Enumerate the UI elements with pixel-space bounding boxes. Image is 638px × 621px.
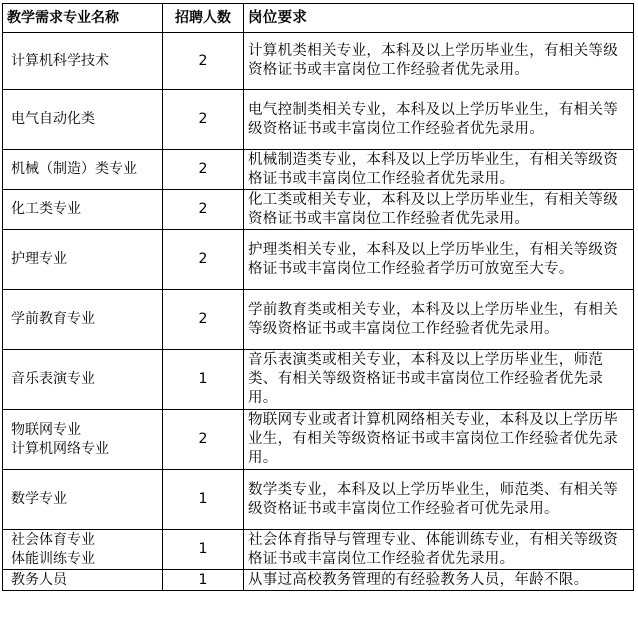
- header-major: 教学需求专业名称: [3, 4, 163, 33]
- count-cell: 2: [163, 33, 244, 90]
- count-cell: 1: [163, 530, 244, 570]
- table-row: [3, 470, 634, 530]
- major-name: 教务人员: [11, 571, 67, 588]
- major-name: 学前教育专业: [11, 311, 95, 327]
- requirement-cell: 从事过高校教务管理的有经验教务人员，年龄不限。: [244, 570, 634, 591]
- major-name: 机械（制造）类专业: [11, 161, 137, 177]
- major-name: 护理专业: [11, 251, 67, 267]
- major-cell: [3, 350, 163, 410]
- major-cell: [3, 230, 163, 290]
- major-name: 化工类专业: [11, 201, 81, 217]
- major-cell: [3, 33, 163, 90]
- header-count: 招聘人数: [163, 4, 244, 33]
- major-name: 计算机科学技术: [11, 52, 109, 69]
- count-cell: 2: [163, 190, 244, 230]
- table-row: [3, 190, 634, 230]
- major-cell: [3, 150, 163, 190]
- major-cell: [3, 530, 163, 570]
- table-row: [3, 150, 634, 190]
- major-cell: [3, 190, 163, 230]
- count-cell: 2: [163, 230, 244, 290]
- count-cell: 1: [163, 570, 244, 591]
- requirement-cell: 电气控制类相关专业，本科及以上学历毕业生，有相关等级资格证书或丰富岗位工作经验者优先录用。: [244, 90, 634, 150]
- table-row: [3, 350, 634, 410]
- requirement-cell: 计算机类相关专业，本科及以上学历毕业生，有相关等级资格证书或丰富岗位工作经验者优先录用。: [244, 33, 634, 90]
- major-cell: [3, 90, 163, 150]
- requirement-cell: 数学类专业，本科及以上学历毕业生，师范类、有相关等级资格证书或丰富岗位工作经验者可优先录用。: [244, 470, 634, 530]
- count-cell: 2: [163, 290, 244, 350]
- table-row: [3, 570, 634, 591]
- major-cell: [3, 410, 163, 470]
- requirement-cell: 学前教育类或相关专业，本科及以上学历毕业生，有相关等级资格证书或丰富岗位工作经验者优先录用。: [244, 290, 634, 350]
- major-name: 电气自动化类: [11, 111, 95, 127]
- major-name: 数学专业: [11, 491, 67, 507]
- count-cell: 1: [163, 470, 244, 530]
- requirement-cell: 社会体育指导与管理专业、体能训练专业，有相关等级资格证书或丰富岗位工作经验者优先录用。: [244, 530, 634, 570]
- major-cell: [3, 470, 163, 530]
- major-name: 物联网专业: [11, 421, 81, 438]
- count-cell: 2: [163, 90, 244, 150]
- count-cell: 2: [163, 410, 244, 470]
- table-row: [3, 90, 634, 150]
- major-name: 音乐表演专业: [11, 371, 95, 387]
- requirement-cell: 护理类相关专业，本科及以上学历毕业生，有相关等级资格证书或丰富岗位工作经验者学历可放宽至大专。: [244, 230, 634, 290]
- major-name: 计算机网络专业: [11, 440, 109, 457]
- major-cell: [3, 290, 163, 350]
- requirement-cell: 机械制造类专业，本科及以上学历毕业生，有相关等级资格证书或丰富岗位工作经验者优先录用。: [244, 150, 634, 190]
- major-name: 社会体育专业: [11, 531, 95, 548]
- recruitment-table: [2, 3, 634, 591]
- requirement-cell: 化工类或相关专业，本科及以上学历毕业生，有相关等级资格证书或丰富岗位工作经验者优先录用。: [244, 190, 634, 230]
- table-row: [3, 290, 634, 350]
- requirement-cell: 物联网专业或者计算机网络相关专业，本科及以上学历毕业生，有相关等级资格证书或丰富岗位工作经验者优先录用。: [244, 410, 634, 470]
- requirement-cell: 音乐表演类或相关专业，本科及以上学历毕业生，师范类、有相关等级资格证书或丰富岗位工作经验者优先录用。: [244, 350, 634, 410]
- major-cell: [3, 570, 163, 591]
- table-row: [3, 410, 634, 470]
- header-requirement: 岗位要求: [244, 4, 634, 33]
- count-cell: 1: [163, 350, 244, 410]
- header-row: [3, 4, 634, 33]
- count-cell: 2: [163, 150, 244, 190]
- table-row: [3, 530, 634, 570]
- table-row: [3, 230, 634, 290]
- table-row: [3, 33, 634, 90]
- major-name: 体能训练专业: [11, 550, 95, 567]
